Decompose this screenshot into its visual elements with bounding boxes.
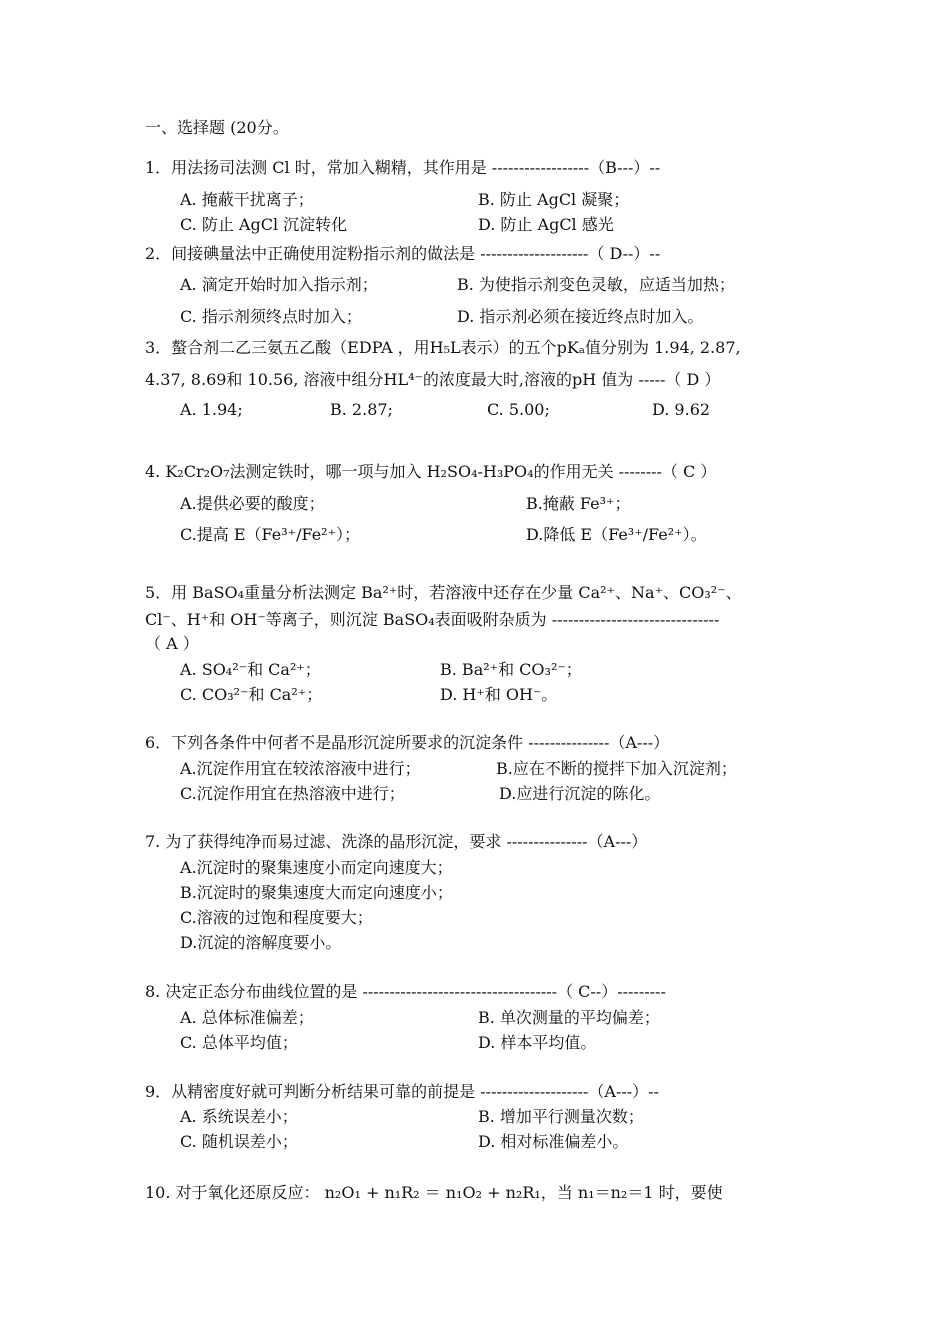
question-6-stem: 6．下列各条件中何者不是晶形沉淀所要求的沉淀条件 ---------------（A---）: [145, 733, 670, 752]
question-1-option-b: B. 防止 AgCl 凝聚；: [478, 190, 630, 209]
question-8-option-d: D. 样本平均值。: [478, 1033, 597, 1052]
question-9-option-a: A. 系统误差小；: [180, 1107, 298, 1126]
question-4-option-d: D.降低 E（Fe³⁺/Fe²⁺）。: [526, 525, 707, 544]
question-7-stem: 7. 为了获得纯净而易过滤、洗涤的晶形沉淀，要求 ---------------（A---）: [145, 832, 648, 851]
question-9-option-c: C. 随机误差小；: [180, 1132, 298, 1151]
question-2-option-a: A. 滴定开始时加入指示剂；: [180, 275, 378, 294]
question-8-option-b: B. 单次测量的平均偏差；: [478, 1008, 660, 1027]
question-10-stem: 10. 对于氧化还原反应： n₂O₁ + n₁R₂ ＝ n₁O₂ + n₂R₁，当 n₁＝n₂＝1 时，要使: [145, 1183, 723, 1202]
question-7-option-b: B.沉淀时的聚集速度大而定向速度小；: [180, 883, 453, 902]
question-8-option-a: A. 总体标准偏差；: [180, 1008, 314, 1027]
question-3-option-a: A. 1.94;: [180, 400, 243, 419]
question-8-option-c: C. 总体平均值；: [180, 1033, 298, 1052]
question-4-option-a: A.提供必要的酸度；: [180, 494, 325, 513]
question-3-option-d: D. 9.62: [652, 400, 711, 419]
question-7-option-d: D.沉淀的溶解度要小。: [180, 933, 342, 952]
question-5-stem-line-1: 5．用 BaSO₄重量分析法测定 Ba²⁺时，若溶液中还存在少量 Ca²⁺、Na⁺、CO₃²⁻、: [145, 583, 742, 602]
question-4-stem: 4. K₂Cr₂O₇法测定铁时，哪一项与加入 H₂SO₄-H₃PO₄的作用无关 --------（ C ）: [145, 462, 717, 481]
question-1-option-c: C. 防止 AgCl 沉淀转化: [180, 215, 348, 234]
question-9-stem: 9．从精密度好就可判断分析结果可靠的前提是 --------------------（A---）--: [145, 1082, 659, 1101]
question-1-option-a: A. 掩蔽干扰离子；: [180, 190, 314, 209]
question-9-option-b: B. 增加平行测量次数；: [478, 1107, 644, 1126]
question-3-option-b: B. 2.87;: [330, 400, 393, 419]
question-7-option-a: A.沉淀时的聚集速度小而定向速度大；: [180, 858, 453, 877]
question-5-option-d: D. H⁺和 OH⁻。: [440, 685, 558, 704]
question-5-stem-line-3: （ A ）: [145, 634, 199, 653]
question-2-option-c: C. 指示剂须终点时加入；: [180, 307, 362, 326]
question-3-stem-line-2: 4.37, 8.69和 10.56, 溶液中组分HL⁴⁻的浓度最大时,溶液的pH 值为 -----（ D ）: [145, 370, 721, 389]
question-6-option-c: C.沉淀作用宜在热溶液中进行；: [180, 784, 405, 803]
question-5-option-c: C. CO₃²⁻和 Ca²⁺；: [180, 685, 323, 704]
question-5-option-b: B. Ba²⁺和 CO₃²⁻；: [440, 660, 582, 679]
question-2-option-d: D. 指示剂必须在接近终点时加入。: [457, 307, 704, 326]
question-4-option-c: C.提高 E（Fe³⁺/Fe²⁺）；: [180, 525, 361, 544]
section-title: 一、选择题 (20分。: [145, 118, 289, 137]
question-7-option-c: C.溶液的过饱和程度要大；: [180, 908, 373, 927]
question-1-option-d: D. 防止 AgCl 感光: [478, 215, 614, 234]
question-6-option-a: A.沉淀作用宜在较浓溶液中进行；: [180, 759, 421, 778]
question-8-stem: 8. 决定正态分布曲线位置的是 ------------------------------------（ C--）---------: [145, 982, 666, 1001]
question-3-stem-line-1: 3．螯合剂二乙三氨五乙酸（EDPA ，用H₅L表示）的五个pKₐ值分别为 1.94, 2.87,: [145, 338, 741, 357]
question-2-option-b: B. 为使指示剂变色灵敏，应适当加热；: [457, 275, 735, 294]
question-6-option-d: D.应进行沉淀的陈化。: [499, 784, 661, 803]
question-5-option-a: A. SO₄²⁻和 Ca²⁺；: [180, 660, 321, 679]
question-1-stem: 1．用法扬司法测 Cl 时，常加入糊精，其作用是 ------------------（B---）--: [145, 158, 661, 177]
question-6-option-b: B.应在不断的搅拌下加入沉淀剂；: [496, 759, 737, 778]
question-4-option-b: B.掩蔽 Fe³⁺；: [526, 494, 631, 513]
question-2-stem: 2．间接碘量法中正确使用淀粉指示剂的做法是 --------------------（ D--）--: [145, 244, 661, 263]
question-9-option-d: D. 相对标准偏差小。: [478, 1132, 629, 1151]
question-5-stem-line-2: Cl⁻、H⁺和 OH⁻等离子，则沉淀 BaSO₄表面吸附杂质为 -------------------------------: [145, 610, 720, 629]
question-3-option-c: C. 5.00;: [487, 400, 550, 419]
